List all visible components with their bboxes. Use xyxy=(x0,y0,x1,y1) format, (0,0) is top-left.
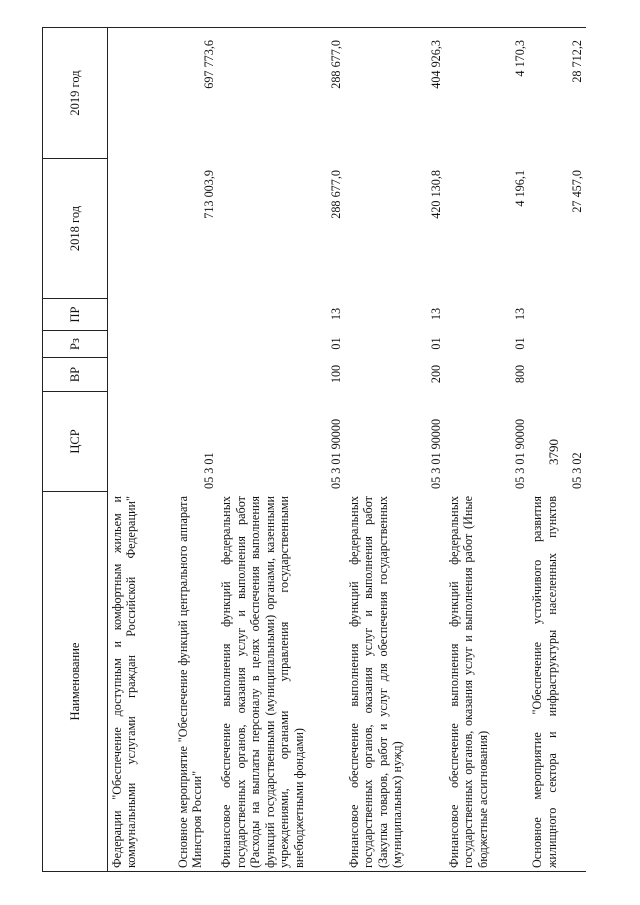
row-2019: 288 677,0 xyxy=(329,40,344,89)
row-rz: 01 xyxy=(512,337,527,350)
table-row xyxy=(217,27,345,872)
row-vr xyxy=(528,357,586,391)
row-pr: 13 xyxy=(512,307,527,321)
budget-table xyxy=(42,27,586,872)
row-name xyxy=(445,491,529,871)
row-name-text: Основное мероприятие "Обеспечение устойчивого развития жилищного сектора и инфраструктуры населенных пунктов xyxy=(530,496,559,868)
row-name-text: Федерации "Обеспечение доступным и комфортным жильем и коммунальными услугами граждан Российской Федерации" xyxy=(109,496,139,868)
row-2018: 713 003,9 xyxy=(201,170,216,219)
row-vr: 800 xyxy=(512,364,527,384)
row-2018: 27 457,0 xyxy=(570,170,585,213)
row-2018: 420 130,8 xyxy=(429,170,444,219)
row-name xyxy=(217,491,345,871)
row-pr xyxy=(528,298,586,330)
row-2019: 697 773,6 xyxy=(201,40,216,89)
row-2019: 404 926,3 xyxy=(429,40,444,89)
row-vr: 100 xyxy=(329,364,344,384)
row-name-text: Основное мероприятие "Обеспечение функций центрального аппарата Минстроя России" xyxy=(175,496,205,868)
row-vr xyxy=(174,357,218,391)
row-rz xyxy=(108,330,174,357)
row-csr: 05 3 01 xyxy=(201,452,216,489)
header-csr: ЦСР xyxy=(43,391,107,491)
header-vr: ВР xyxy=(43,357,107,391)
row-csr: 05 3 01 90000 xyxy=(512,418,527,489)
row-name-text: Финансовое обеспечение выполнения функций федеральных государственных органов, оказания услуг и выполнения работ (Расходы на выплаты персоналу в целях обеспечения выполнения функций государственными (муниципальными) органами, казенными учреждениями, органами управления государственными внебюджетными фондами) xyxy=(219,496,306,868)
row-csr xyxy=(108,391,174,491)
row-2019 xyxy=(108,28,174,158)
row-vr: 200 xyxy=(429,364,444,384)
row-name-text: Финансовое обеспечение выполнения функций федеральных государственных органов, оказания услуг и выполнения работ (Закупка товаров, работ и услуг для обеспечения государственных (муниципальных) нужд) xyxy=(346,496,405,868)
row-2019: 4 170,3 xyxy=(512,40,527,77)
row-2018: 288 677,0 xyxy=(329,170,344,219)
row-name xyxy=(345,491,445,871)
page-number: 3790 xyxy=(546,439,561,465)
row-2018: 4 196,1 xyxy=(512,170,527,207)
header-2018: 2018 год xyxy=(43,158,107,298)
row-rz: 01 xyxy=(429,337,444,350)
table-header-row xyxy=(42,27,108,872)
row-vr xyxy=(108,357,174,391)
row-rz: 01 xyxy=(329,337,344,350)
header-pr: ПР xyxy=(43,298,107,330)
header-name: Наименование xyxy=(43,491,107,871)
row-csr: 05 3 01 90000 xyxy=(429,418,444,489)
row-2019: 28 712,2 xyxy=(570,40,585,83)
row-name xyxy=(108,491,174,871)
row-2018 xyxy=(108,158,174,298)
row-rz xyxy=(528,330,586,357)
header-2019: 2019 год xyxy=(67,70,82,116)
row-csr: 05 3 02 xyxy=(570,452,585,489)
table-row xyxy=(445,27,529,872)
rotated-table-container xyxy=(42,27,586,872)
row-csr: 05 3 01 90000 xyxy=(329,418,344,489)
table-row xyxy=(174,27,218,872)
row-pr: 13 xyxy=(429,307,444,321)
row-pr xyxy=(174,298,218,330)
row-pr: 13 xyxy=(329,307,344,321)
row-name xyxy=(528,491,586,871)
row-name xyxy=(174,491,218,871)
table-row xyxy=(345,27,445,872)
row-pr xyxy=(108,298,174,330)
header-rz: Рз xyxy=(43,330,107,357)
table-row xyxy=(108,27,174,872)
table-row xyxy=(528,27,586,872)
row-name-text: Финансовое обеспечение выполнения функций федеральных государственных органов, оказания услуг и выполнения работ (Иные бюджетные ассигнования) xyxy=(446,496,490,868)
row-rz xyxy=(174,330,218,357)
